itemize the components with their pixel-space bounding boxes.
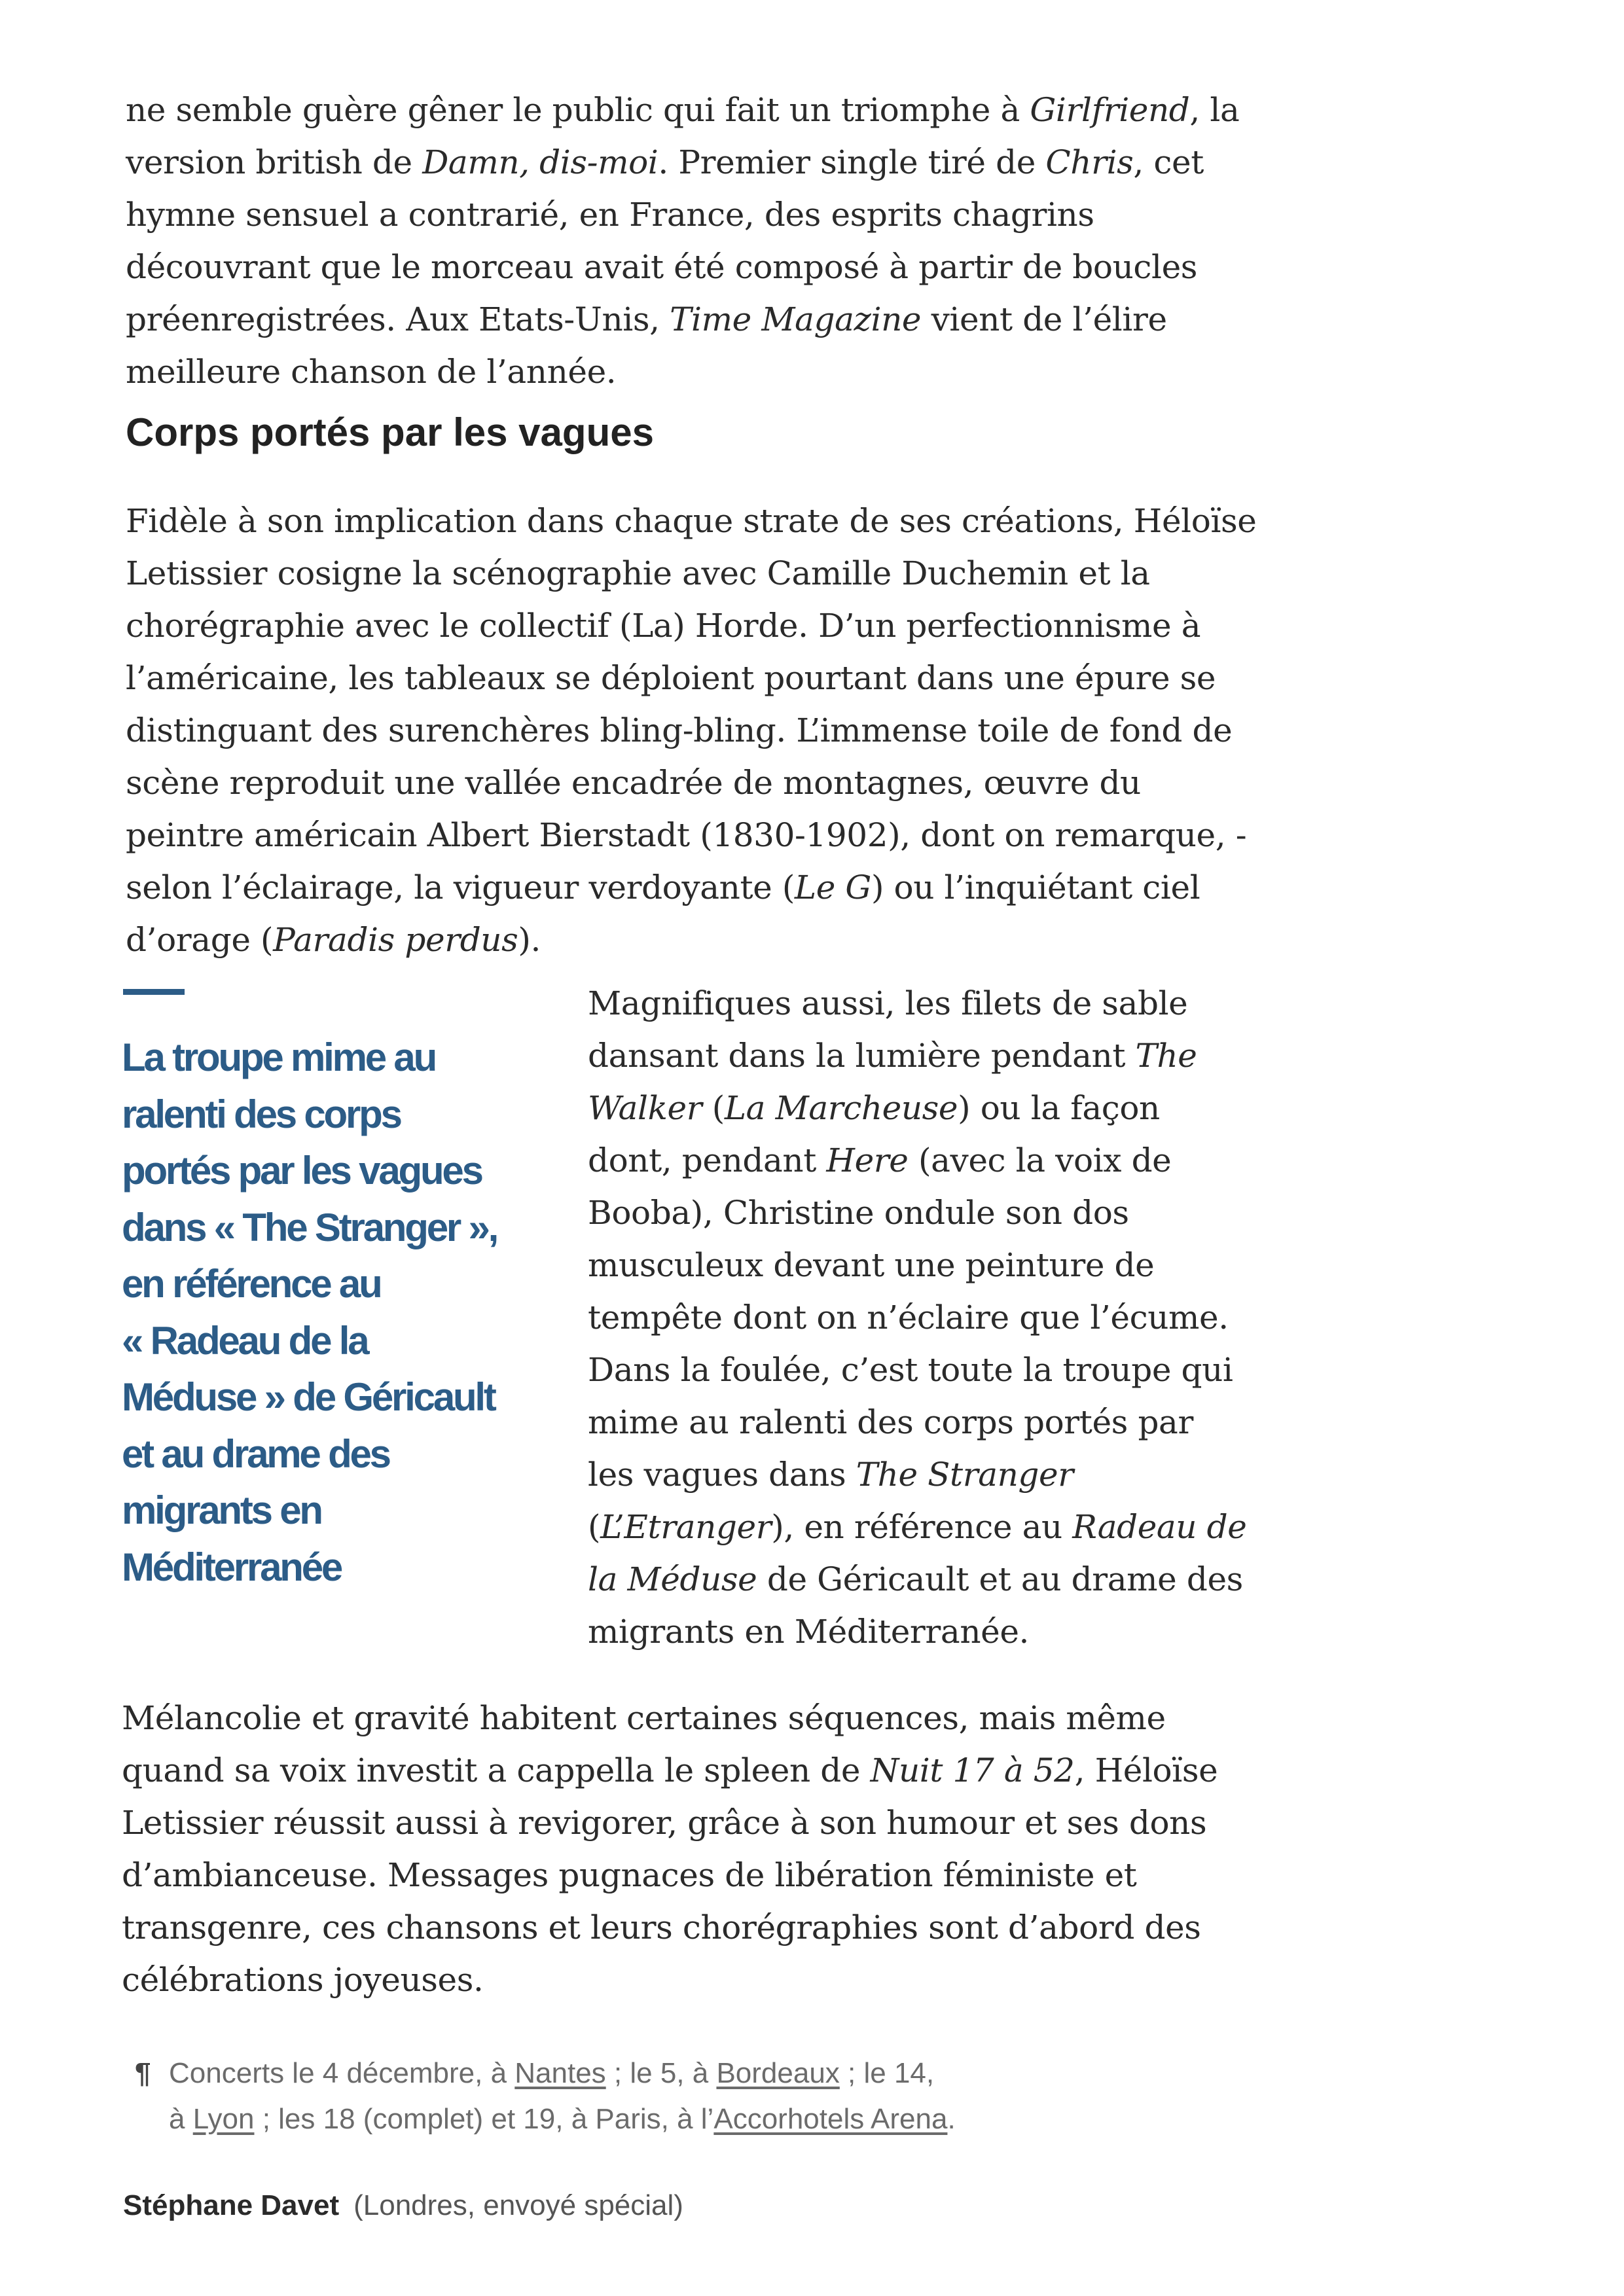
text-line bbox=[588, 1291, 1246, 1344]
italic-title: la Méduse bbox=[588, 1560, 757, 1598]
text-line bbox=[126, 652, 1256, 704]
pullquote-line: La troupe mime au bbox=[122, 1035, 436, 1079]
note-line-2: à Lyon ; les 18 (complet) et 19, à Paris, à l’Accorhotels Arena. bbox=[169, 2103, 956, 2135]
text-segment: distinguant des surenchères bling-bling. L’immense toile de fond de bbox=[126, 711, 1233, 749]
text-line bbox=[126, 346, 1239, 398]
pullquote-line: « Radeau de la bbox=[122, 1318, 368, 1363]
text-segment: ne semble guère gêner le public qui fait un triomphe à bbox=[126, 91, 1030, 129]
text-segment: vient de l’élire bbox=[921, 300, 1167, 338]
text-line bbox=[588, 1605, 1246, 1658]
text-segment: Magnifiques aussi, les filets de sable bbox=[588, 984, 1188, 1022]
text-segment: scène reproduit une vallée encadrée de montagnes, œuvre du bbox=[126, 764, 1141, 802]
pullquote-line: portés par les vagues bbox=[122, 1149, 482, 1193]
text-segment: l’américaine, les tableaux se déploient pourtant dans une épure se bbox=[126, 659, 1216, 697]
text-segment: célébrations joyeuses. bbox=[122, 1961, 484, 1999]
text-segment: tempête dont on n’éclaire que l’écume. bbox=[588, 1299, 1229, 1336]
text-segment: peintre américain Albert Bierstadt (1830-1902), dont on remarque, - bbox=[126, 816, 1247, 854]
text-segment: dansant dans la lumière pendant bbox=[588, 1037, 1136, 1075]
text-segment: version british de bbox=[126, 143, 423, 181]
text-line bbox=[126, 600, 1256, 652]
italic-title: L’Etranger bbox=[600, 1508, 772, 1546]
text-segment: , cet bbox=[1133, 143, 1204, 181]
italic-title: Nuit 17 à 52 bbox=[870, 1751, 1075, 1789]
italic-title: Here bbox=[826, 1141, 909, 1179]
text-segment: de Géricault et au drame des bbox=[757, 1560, 1243, 1598]
text-segment: découvrant que le morceau avait été composé à partir de boucles bbox=[126, 248, 1198, 286]
text-line bbox=[126, 914, 1256, 966]
italic-title: Damn, dis-moi bbox=[422, 143, 659, 181]
text-line bbox=[126, 188, 1239, 241]
italic-title: Time Magazine bbox=[670, 300, 922, 338]
text-line bbox=[588, 977, 1246, 1030]
pullquote bbox=[122, 1030, 497, 1596]
text-segment: Fidèle à son implication dans chaque strate de ses créations, Héloïse bbox=[126, 502, 1257, 540]
byline bbox=[123, 2186, 683, 2225]
text-segment: Dans la foulée, c’est toute la troupe qui bbox=[588, 1351, 1233, 1389]
text-line bbox=[126, 84, 1239, 136]
author-name[interactable]: Stéphane Davet bbox=[123, 2189, 340, 2221]
link-bordeaux[interactable]: Bordeaux bbox=[716, 2057, 840, 2089]
pullquote-line: dans « The Stranger », bbox=[122, 1205, 497, 1249]
paragraph-melancholy bbox=[122, 1692, 1218, 2006]
text-segment: hymne sensuel a contrarié, en France, des esprits chagrins bbox=[126, 196, 1094, 234]
text-segment: migrants en Méditerranée. bbox=[588, 1613, 1030, 1651]
pullquote-line: et au drame des bbox=[122, 1431, 389, 1476]
text-line bbox=[588, 1396, 1246, 1448]
text-segment: ), en référence au bbox=[771, 1508, 1073, 1546]
text-segment: selon l’éclairage, la vigueur verdoyante ( bbox=[126, 869, 795, 906]
text-segment: ). bbox=[518, 921, 541, 959]
text-segment: ) ou la façon bbox=[958, 1089, 1160, 1127]
text-line bbox=[588, 1082, 1246, 1134]
link-lyon[interactable]: Lyon bbox=[192, 2103, 255, 2135]
italic-title: Walker bbox=[588, 1089, 702, 1127]
italic-title: The bbox=[1135, 1037, 1197, 1075]
text-segment: ( bbox=[702, 1089, 725, 1127]
italic-title: Le G bbox=[794, 869, 871, 906]
pullquote-line: Méditerranée bbox=[122, 1545, 342, 1589]
text-line bbox=[122, 1744, 1218, 1797]
text-segment: chorégraphie avec le collectif (La) Horde. D’un perfectionnisme à bbox=[126, 607, 1201, 645]
text-line bbox=[588, 1501, 1246, 1553]
author-location: (Londres, envoyé spécial) bbox=[353, 2189, 683, 2221]
text-line bbox=[126, 136, 1239, 188]
text-line bbox=[588, 1030, 1246, 1082]
link-nantes[interactable]: Nantes bbox=[514, 2057, 606, 2089]
concerts-note bbox=[135, 2051, 956, 2142]
text-segment: Mélancolie et gravité habitent certaines séquences, mais même bbox=[122, 1699, 1166, 1737]
pilcrow-icon: ¶ bbox=[135, 2057, 151, 2089]
italic-title: Paradis perdus bbox=[273, 921, 518, 959]
text-segment: ( bbox=[588, 1508, 601, 1546]
text-line bbox=[588, 1187, 1246, 1239]
text-segment: les vagues dans bbox=[588, 1456, 856, 1494]
text-line bbox=[126, 547, 1256, 600]
italic-title: Radeau de bbox=[1072, 1508, 1247, 1546]
text-segment: d’orage ( bbox=[126, 921, 274, 959]
italic-title: Girlfriend bbox=[1030, 91, 1190, 129]
text-segment: préenregistrées. Aux Etats-Unis, bbox=[126, 300, 670, 338]
text-line bbox=[126, 495, 1256, 547]
text-line bbox=[126, 241, 1239, 293]
text-segment: musculeux devant une peinture de bbox=[588, 1246, 1155, 1284]
text-segment: . Premier single tiré de bbox=[658, 143, 1046, 181]
intro-paragraph bbox=[126, 84, 1239, 398]
note-line-1: Concerts le 4 décembre, à Nantes ; le 5, à Bordeaux ; le 14, bbox=[169, 2057, 935, 2089]
text-segment: d’ambianceuse. Messages pugnaces de libération féministe et bbox=[122, 1856, 1137, 1894]
text-segment: Booba), Christine ondule son dos bbox=[588, 1194, 1129, 1232]
text-line bbox=[126, 704, 1256, 757]
text-segment: , Héloïse bbox=[1074, 1751, 1218, 1789]
paragraph-scenography bbox=[126, 495, 1256, 966]
italic-title: Chris bbox=[1045, 143, 1134, 181]
text-segment: (avec la voix de bbox=[908, 1141, 1172, 1179]
text-line bbox=[122, 1901, 1218, 1954]
text-line bbox=[122, 1692, 1218, 1744]
text-line bbox=[122, 1849, 1218, 1901]
link-accorhotels-arena[interactable]: Accorhotels Arena bbox=[713, 2103, 948, 2135]
paragraph-magnificent bbox=[588, 977, 1246, 1658]
text-segment: Letissier réussit aussi à revigorer, grâce à son humour et ses dons bbox=[122, 1804, 1207, 1842]
pullquote-line: en référence au bbox=[122, 1262, 381, 1306]
text-line bbox=[126, 861, 1256, 914]
text-line bbox=[126, 293, 1239, 346]
text-line bbox=[588, 1344, 1246, 1396]
pullquote-line: Méduse » de Géricault bbox=[122, 1375, 495, 1419]
text-segment: transgenre, ces chansons et leurs chorégraphies sont d’abord des bbox=[122, 1909, 1201, 1946]
text-segment: meilleure chanson de l’année. bbox=[126, 353, 617, 391]
text-line bbox=[588, 1239, 1246, 1291]
italic-title: The Stranger bbox=[856, 1456, 1074, 1494]
text-line bbox=[126, 809, 1256, 861]
text-line bbox=[588, 1134, 1246, 1187]
text-segment: ) ou l’inquiétant ciel bbox=[871, 869, 1200, 906]
text-line bbox=[126, 757, 1256, 809]
pullquote-line: migrants en bbox=[122, 1488, 321, 1532]
text-segment: , la bbox=[1189, 91, 1240, 129]
section-heading: Corps portés par les vagues bbox=[126, 410, 654, 454]
text-line bbox=[122, 1954, 1218, 2006]
text-segment: Letissier cosigne la scénographie avec Camille Duchemin et la bbox=[126, 554, 1150, 592]
text-line bbox=[588, 1553, 1246, 1605]
text-segment: mime au ralenti des corps portés par bbox=[588, 1403, 1193, 1441]
text-line bbox=[588, 1448, 1246, 1501]
text-segment: dont, pendant bbox=[588, 1141, 827, 1179]
pullquote-bar bbox=[123, 989, 185, 995]
italic-title: La Marcheuse bbox=[724, 1089, 958, 1127]
pullquote-line: ralenti des corps bbox=[122, 1092, 401, 1136]
text-segment: quand sa voix investit a cappella le spleen de bbox=[122, 1751, 871, 1789]
text-line bbox=[122, 1797, 1218, 1849]
